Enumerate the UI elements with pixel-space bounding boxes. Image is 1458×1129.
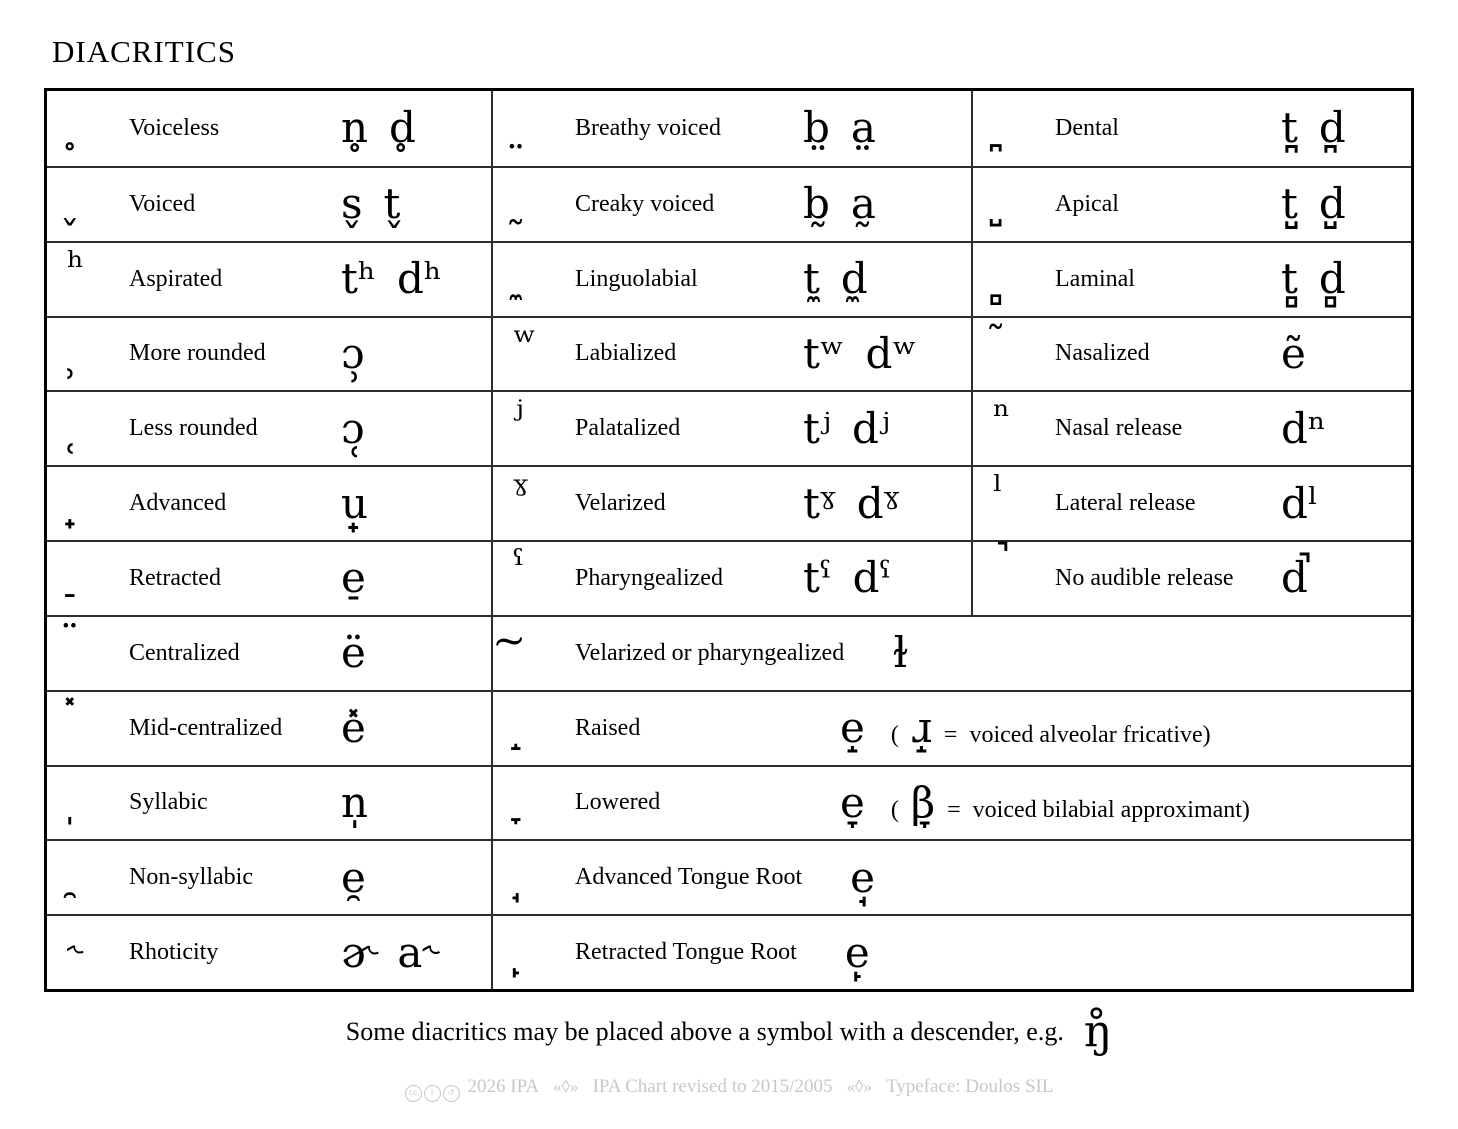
diacritic-label: Non-syllabic xyxy=(129,864,253,891)
diacritic-label: Labialized xyxy=(575,340,677,367)
diaeresis-below-icon: ̤ xyxy=(513,104,526,151)
diacritic-label: Velarized or pharyngealized xyxy=(575,639,845,666)
bridge-below-icon: ̪ xyxy=(993,104,1006,151)
row-velarized xyxy=(491,465,971,540)
vertical-line-below-icon: ̩ xyxy=(67,778,80,825)
row-velarized-or-pharyngealized xyxy=(491,615,1411,690)
equivalence-note xyxy=(890,777,1250,827)
example-glyphs: dⁿ xyxy=(1281,403,1327,453)
no-release-corner-icon: ̚ xyxy=(993,543,1006,589)
revision-text: IPA Chart revised to 2015/2005 xyxy=(592,1076,833,1097)
example-glyphs: ë xyxy=(341,628,366,678)
superscript-w-icon: ʷ xyxy=(513,318,537,365)
row-mid-centralized xyxy=(47,690,491,765)
row-lateral-release xyxy=(971,465,1411,540)
note-open-paren: ( xyxy=(890,796,911,823)
note-example-glyph: β̞ xyxy=(910,777,936,827)
superscript-reversed-glottal-icon: ˤ xyxy=(513,543,525,589)
diacritic-label: Rhoticity xyxy=(129,939,219,966)
example-glyphs: ɔ̹ xyxy=(341,328,365,378)
diaeresis-above-icon: ̈ xyxy=(67,617,80,664)
diacritics-table xyxy=(44,88,1414,992)
diacritic-label: Voiceless xyxy=(129,114,220,141)
superscript-l-icon: ˡ xyxy=(993,468,1003,515)
example-glyphs: tʲ dʲ xyxy=(803,403,890,453)
row-palatalized xyxy=(491,390,971,465)
seagull-below-icon: ̼ xyxy=(513,254,526,301)
example-glyphs: b̤ a̤ xyxy=(803,103,876,153)
x-above-icon: ̽ xyxy=(67,692,80,739)
row-breathy-voiced xyxy=(491,91,971,166)
row-no-audible-release xyxy=(971,540,1411,615)
inverted-breve-below-icon: ̯ xyxy=(67,853,80,900)
rhotic-hook-icon: ˞ xyxy=(67,929,84,976)
share-alike-icon: ↺ xyxy=(443,1085,460,1102)
example-glyphs: tʰ dʰ xyxy=(341,254,443,304)
down-tack-below-icon: ̞ xyxy=(513,778,526,825)
row-non-syllabic xyxy=(47,839,491,914)
retracted-tongue-root-icon: ̙ xyxy=(513,928,526,974)
diacritic-label: Less rounded xyxy=(129,415,258,442)
superscript-n-icon: ⁿ xyxy=(993,393,1011,440)
separator-ornament: «◊» xyxy=(553,1077,579,1096)
row-creaky-voiced xyxy=(491,166,971,241)
row-raised xyxy=(491,690,1411,765)
diacritic-label: Apical xyxy=(1055,190,1119,217)
right-half-ring-below-icon: ̹ xyxy=(67,329,80,376)
footnote-text: Some diacritics may be placed above a symbol with a descender, e.g. xyxy=(345,1017,1064,1046)
row-centralized xyxy=(47,615,491,690)
example-glyphs: ẽ xyxy=(1281,328,1306,378)
example-glyphs: ɚ a˞ xyxy=(341,927,440,977)
license-icons xyxy=(405,1076,462,1097)
diacritic-label: Voiced xyxy=(129,190,196,217)
diacritic-label: Raised xyxy=(575,714,641,741)
separator-ornament: «◊» xyxy=(846,1077,872,1096)
row-voiced xyxy=(47,166,491,241)
diacritic-label: Palatalized xyxy=(575,415,681,442)
tilde-below-icon: ̰ xyxy=(513,179,526,226)
diacritic-label: Velarized xyxy=(575,490,666,517)
diacritic-label: Creaky voiced xyxy=(575,190,715,217)
diacritic-label: Advanced xyxy=(129,490,227,517)
diacritic-label: Nasalized xyxy=(1055,340,1150,367)
chart-credit-line xyxy=(0,1076,1458,1102)
by-attribution-icon: i xyxy=(424,1085,441,1102)
copyright-text: 2026 IPA xyxy=(467,1076,540,1097)
note-text: = voiced alveolar fricative) xyxy=(931,722,1211,749)
example-glyphs: d̚ xyxy=(1281,553,1308,603)
tilde-above-icon: ̃ xyxy=(993,318,1006,365)
example-glyphs: n̥ d̥ xyxy=(341,103,416,153)
row-dental xyxy=(971,91,1411,166)
diacritic-label: Syllabic xyxy=(129,789,208,816)
row-apical xyxy=(971,166,1411,241)
ring-below-icon: ̥ xyxy=(67,104,80,151)
row-less-rounded xyxy=(47,390,491,465)
example-glyphs: e̯ xyxy=(341,852,366,902)
page-title: DIACRITICS xyxy=(52,34,236,69)
row-advanced xyxy=(47,465,491,540)
example-glyphs: e̝ xyxy=(840,703,865,753)
example-glyphs: e̙ xyxy=(844,927,870,977)
diacritic-label: Linguolabial xyxy=(575,265,698,292)
row-nasal-release xyxy=(971,390,1411,465)
caron-below-icon: ̬ xyxy=(67,179,80,226)
row-more-rounded xyxy=(47,316,491,391)
row-retracted xyxy=(47,540,491,615)
square-below-icon: ̻ xyxy=(993,254,1006,301)
diacritic-label: Aspirated xyxy=(129,265,223,292)
cc-license-icon: cc xyxy=(405,1085,422,1102)
diacritic-label: Advanced Tongue Root xyxy=(575,864,803,891)
diacritic-label: Mid-centralized xyxy=(129,714,283,741)
diacritic-label: Laminal xyxy=(1055,265,1135,292)
row-labialized xyxy=(491,316,971,391)
diacritic-label: Retracted Tongue Root xyxy=(575,939,797,966)
diacritic-label: Breathy voiced xyxy=(575,114,721,141)
example-glyphs: ɔ̜ xyxy=(341,403,365,453)
diacritic-label: Nasal release xyxy=(1055,415,1183,442)
minus-below-icon: ̠ xyxy=(67,553,80,600)
superscript-h-icon: ʰ xyxy=(67,243,85,290)
row-nasalized xyxy=(971,316,1411,391)
example-glyphs: t̺ d̺ xyxy=(1281,179,1346,229)
row-advanced-tongue-root xyxy=(491,839,1411,914)
up-tack-below-icon: ̝ xyxy=(513,703,526,750)
left-half-ring-below-icon: ̜ xyxy=(67,404,80,451)
example-glyphs: s̬ t̬ xyxy=(341,179,401,229)
example-glyphs: dˡ xyxy=(1281,478,1319,528)
inverted-bridge-below-icon: ̺ xyxy=(993,179,1006,226)
row-voiceless xyxy=(47,91,491,166)
diacritic-label: Retracted xyxy=(129,564,221,591)
example-glyphs: t̼ d̼ xyxy=(803,254,868,304)
plus-below-icon: ̟ xyxy=(67,479,80,525)
row-pharyngealized xyxy=(491,540,971,615)
row-rhoticity xyxy=(47,914,491,989)
example-glyphs: e̞ xyxy=(840,777,865,827)
example-glyphs: t̻ d̻ xyxy=(1281,254,1346,304)
note-text: = voiced bilabial approximant) xyxy=(935,796,1250,823)
example-glyphs: u̟ xyxy=(341,478,369,528)
footnote-example-glyph: ŋ̊ xyxy=(1083,1006,1113,1057)
equivalence-note xyxy=(890,703,1211,753)
diacritic-label: No audible release xyxy=(1055,564,1234,591)
row-linguolabial xyxy=(491,241,971,316)
example-glyphs: ɫ xyxy=(892,628,909,678)
descender-footnote xyxy=(0,1006,1458,1057)
diacritic-label: Lowered xyxy=(575,789,661,816)
row-retracted-tongue-root xyxy=(491,914,1411,989)
example-glyphs: e̘ xyxy=(850,852,876,902)
row-lowered xyxy=(491,765,1411,840)
diacritic-label: Lateral release xyxy=(1055,490,1196,517)
example-glyphs: tʷ dʷ xyxy=(803,328,917,378)
row-laminal xyxy=(971,241,1411,316)
diacritic-label: More rounded xyxy=(129,340,266,367)
example-glyphs: tˠ dˠ xyxy=(803,478,900,528)
example-glyphs: tˤ dˤ xyxy=(803,553,892,603)
example-glyphs: b̰ a̰ xyxy=(803,179,876,229)
row-syllabic xyxy=(47,765,491,840)
diacritic-label: Centralized xyxy=(129,639,240,666)
example-glyphs: t̪ d̪ xyxy=(1281,103,1346,153)
note-open-paren: ( xyxy=(890,722,911,749)
superscript-gamma-icon: ˠ xyxy=(513,468,529,515)
superscript-j-icon: ʲ xyxy=(513,393,524,440)
tilde-overlay-icon: ̴ xyxy=(513,617,526,664)
note-example-glyph: ɹ̝ xyxy=(910,703,932,753)
diacritic-label: Dental xyxy=(1055,114,1119,141)
advanced-tongue-root-icon: ̘ xyxy=(513,853,526,900)
diacritic-label: Pharyngealized xyxy=(575,564,723,591)
typeface-text: Typeface: Doulos SIL xyxy=(885,1076,1054,1097)
example-glyphs: e̠ xyxy=(341,553,366,603)
example-glyphs: n̩ xyxy=(341,777,369,827)
row-aspirated xyxy=(47,241,491,316)
example-glyphs: e̽ xyxy=(341,703,366,753)
